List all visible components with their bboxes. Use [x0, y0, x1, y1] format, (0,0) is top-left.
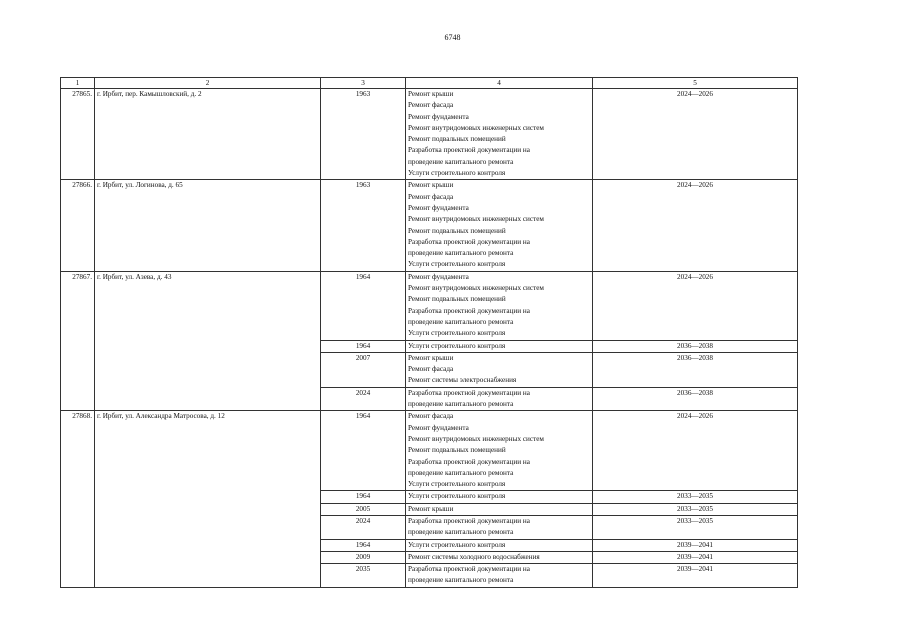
work-item: проведение капитального ремонта	[408, 468, 514, 477]
record-address: г. Ирбит, пер. Камышловский, д. 2	[95, 89, 321, 180]
record-address: г. Ирбит, ул. Александра Матросова, д. 12	[95, 411, 321, 587]
year-cell: 2035	[321, 564, 406, 588]
work-item: Услуги строительного контроля	[408, 480, 506, 489]
period-cell: 2039—2041	[593, 539, 798, 551]
period-cell: 2033—2035	[593, 491, 798, 503]
works-cell	[406, 387, 593, 411]
works-cell	[406, 515, 593, 539]
column-header: 4	[406, 78, 593, 89]
table-row	[61, 180, 798, 271]
works-cell	[406, 340, 593, 352]
work-item: Ремонт подвальных помещений	[408, 226, 506, 235]
period-cell: 2033—2035	[593, 515, 798, 539]
record-address: г. Ирбит, ул. Логинова, д. 65	[95, 180, 321, 271]
work-item: Разработка проектной документации на	[408, 516, 530, 525]
works-cell	[406, 411, 593, 491]
column-header: 2	[95, 78, 321, 89]
period-cell: 2024—2026	[593, 180, 798, 271]
year-cell: 2005	[321, 503, 406, 515]
work-item: Услуги строительного контроля	[408, 341, 506, 350]
work-item: Ремонт крыши	[408, 504, 454, 513]
period-cell: 2036—2038	[593, 352, 798, 387]
capital-repair-table	[60, 77, 798, 588]
work-item: Ремонт крыши	[408, 90, 454, 98]
year-cell: 1964	[321, 539, 406, 551]
table-row	[61, 89, 798, 180]
work-item: Ремонт системы электроснабжения	[408, 376, 517, 385]
table-row	[61, 271, 798, 340]
work-item: проведение капитального ремонта	[408, 528, 514, 537]
work-item: Услуги строительного контроля	[408, 540, 506, 549]
works-cell	[406, 564, 593, 588]
period-cell: 2024—2026	[593, 271, 798, 340]
page-number: 6748	[444, 33, 461, 42]
record-number: 27865.	[61, 89, 95, 180]
period-cell: 2036—2038	[593, 387, 798, 411]
period-cell: 2033—2035	[593, 503, 798, 515]
record-number: 27867.	[61, 271, 95, 411]
work-item: Ремонт фундамента	[408, 203, 469, 212]
work-item: Ремонт крыши	[408, 353, 454, 362]
work-item: проведение капитального ремонта	[408, 576, 514, 585]
work-item: Ремонт фундамента	[408, 272, 469, 281]
year-cell: 1964	[321, 491, 406, 503]
column-header: 5	[593, 78, 798, 89]
work-item: Услуги строительного контроля	[408, 169, 506, 178]
works-cell	[406, 352, 593, 387]
year-cell: 1964	[321, 340, 406, 352]
record-number: 27866.	[61, 180, 95, 271]
work-item: Ремонт системы холодного водоснабжения	[408, 552, 540, 561]
work-item: Ремонт подвальных помещений	[408, 295, 506, 304]
work-item: Ремонт внутридомовых инженерных систем	[408, 123, 544, 132]
work-item: Разработка проектной документации на	[408, 237, 530, 246]
header-row	[61, 78, 798, 89]
table-body	[61, 89, 798, 588]
year-cell: 2024	[321, 515, 406, 539]
work-item: Разработка проектной документации на	[408, 457, 530, 466]
work-item: Разработка проектной документации на	[408, 565, 530, 574]
period-cell: 2036—2038	[593, 340, 798, 352]
works-cell	[406, 89, 593, 180]
works-cell	[406, 491, 593, 503]
work-item: Ремонт фасада	[408, 192, 454, 201]
work-item: Ремонт фундамента	[408, 112, 469, 121]
work-item: Разработка проектной документации на	[408, 388, 530, 397]
work-item: Услуги строительного контроля	[408, 329, 506, 338]
work-item: Ремонт крыши	[408, 181, 454, 190]
work-item: Разработка проектной документации на	[408, 146, 530, 155]
record-address: г. Ирбит, ул. Азева, д. 43	[95, 271, 321, 411]
column-header: 3	[321, 78, 406, 89]
period-cell: 2024—2026	[593, 411, 798, 491]
works-cell	[406, 180, 593, 271]
year-cell: 2007	[321, 352, 406, 387]
works-cell	[406, 503, 593, 515]
year-cell: 1963	[321, 89, 406, 180]
year-cell: 2009	[321, 551, 406, 563]
work-item: проведение капитального ремонта	[408, 400, 514, 409]
work-item: проведение капитального ремонта	[408, 317, 514, 326]
table-row	[61, 411, 798, 491]
work-item: Ремонт подвальных помещений	[408, 446, 506, 455]
work-item: Ремонт фасада	[408, 365, 454, 374]
work-item: Ремонт фасада	[408, 412, 454, 421]
work-item: проведение капитального ремонта	[408, 157, 514, 166]
work-item: Ремонт внутридомовых инженерных систем	[408, 284, 544, 293]
work-item: Ремонт фасада	[408, 101, 454, 110]
work-item: Ремонт внутридомовых инженерных систем	[408, 215, 544, 224]
period-cell: 2024—2026	[593, 89, 798, 180]
work-item: Ремонт внутридомовых инженерных систем	[408, 434, 544, 443]
period-cell: 2039—2041	[593, 564, 798, 588]
work-item: Ремонт подвальных помещений	[408, 135, 506, 144]
works-cell	[406, 539, 593, 551]
year-cell: 1963	[321, 180, 406, 271]
year-cell: 1964	[321, 411, 406, 491]
column-header: 1	[61, 78, 95, 89]
works-cell	[406, 551, 593, 563]
works-cell	[406, 271, 593, 340]
work-item: Услуги строительного контроля	[408, 260, 506, 269]
work-item: Услуги строительного контроля	[408, 492, 506, 501]
year-cell: 2024	[321, 387, 406, 411]
work-item: Ремонт фундамента	[408, 423, 469, 432]
work-item: Разработка проектной документации на	[408, 306, 530, 315]
period-cell: 2039—2041	[593, 551, 798, 563]
year-cell: 1964	[321, 271, 406, 340]
record-number: 27868.	[61, 411, 95, 587]
work-item: проведение капитального ремонта	[408, 249, 514, 258]
